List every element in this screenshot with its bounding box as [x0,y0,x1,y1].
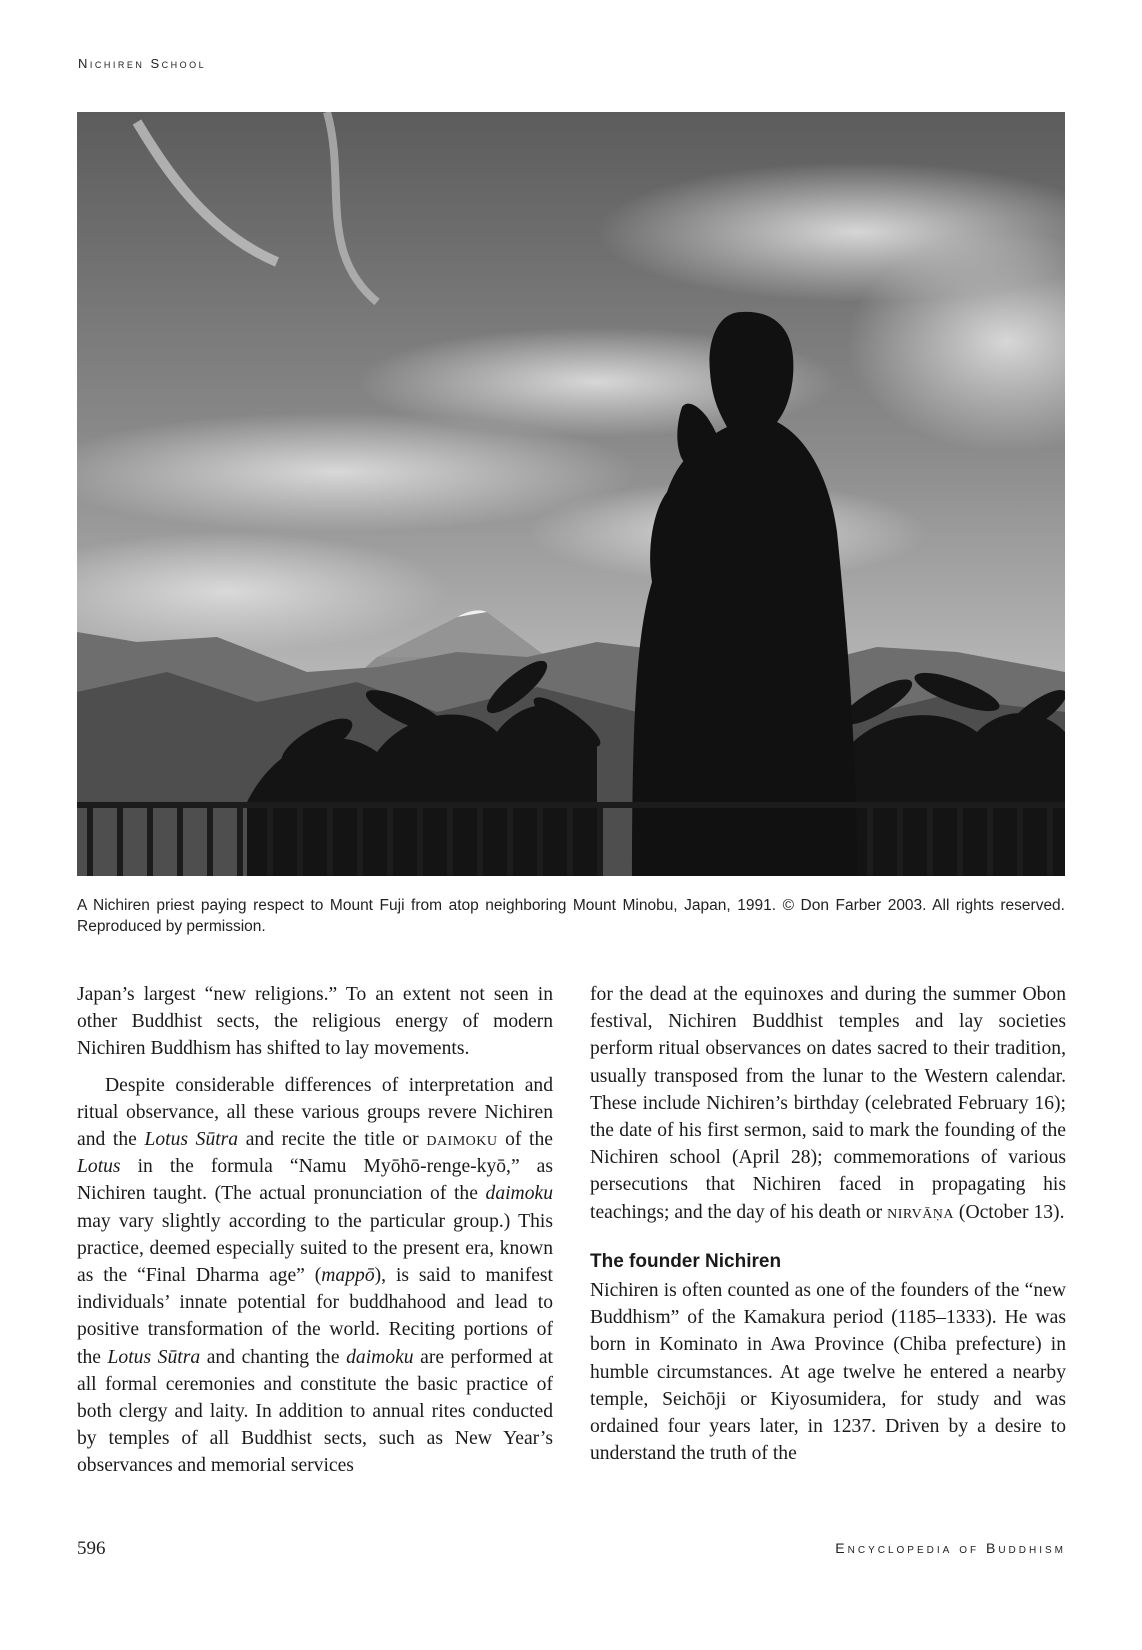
photo-illustration [77,112,1065,876]
photo-priest-mount-fuji [77,112,1065,876]
paragraph: Despite considerable differences of interpretation and ritual observance, all these various groups revere Nichiren and the Lotus Sūtra and recite the title or daimoku of the Lotus in the formula “Namu Myōhō-renge-kyō,” as Nichiren taught. (The actual pronunciation of the daimoku may vary slightly according to the particular group.) This practice, deemed especially suited to the present era, known as the “Final Dharma age” (mappō), is said to manifest individuals’ innate potential for buddhahood and lead to positive transformation of the world. Reciting portions of the Lotus Sūtra and chanting the daimoku are performed at all formal ceremonies and constitute the basic practice of both clergy and laity. In addition to annual rites conducted by temples of all Buddhist sects, such as New Year’s observances and memorial services [77,1074,554,1477]
figure-caption: A Nichiren priest paying respect to Mount Fuji from atop neighboring Mount Minobu, Japan, 1991. © Don Farber 2003. All rights reserved. Reproduced by permission. [77,897,1065,935]
page-number: 596 [77,1538,106,1559]
section-heading: The founder Nichiren [590,1250,782,1272]
running-foot: Encyclopedia of Buddhism [835,1540,1066,1556]
paragraph: Nichiren is often counted as one of the founders of the “new Buddhism” of the Kamakura period (1185–1333). He was born in Kominato in Awa Province (Chiba prefecture) in humble circumstances. At age twelve he entered a nearby temple, Seichōji or Kiyosumidera, for study and was ordained four years later, in 1237. Driven by a desire to understand the truth of the [590,1280,1066,1465]
right-column [590,981,1066,1467]
paragraph: Japan’s largest “new religions.” To an extent not seen in other Buddhist sects, the religious energy of modern Nichiren Buddhism has shifted to lay movements. [77,984,553,1060]
running-head: Nichiren School [78,56,207,71]
paragraph: for the dead at the equinoxes and during the summer Obon festival, Nichiren Buddhist temples and lay societies perform ritual observances on dates sacred to their tradition, usually transposed from the lunar to the Western calendar. These include Nichiren’s birthday (celebrated February 16); the date of his first sermon, said to mark the founding of the Nichiren school (April 28); commemorations of various persecutions that Nichiren faced in propagating his teachings; and the day of his death or nirvāṇa (October 13). [590,984,1066,1223]
left-column [77,981,553,1480]
